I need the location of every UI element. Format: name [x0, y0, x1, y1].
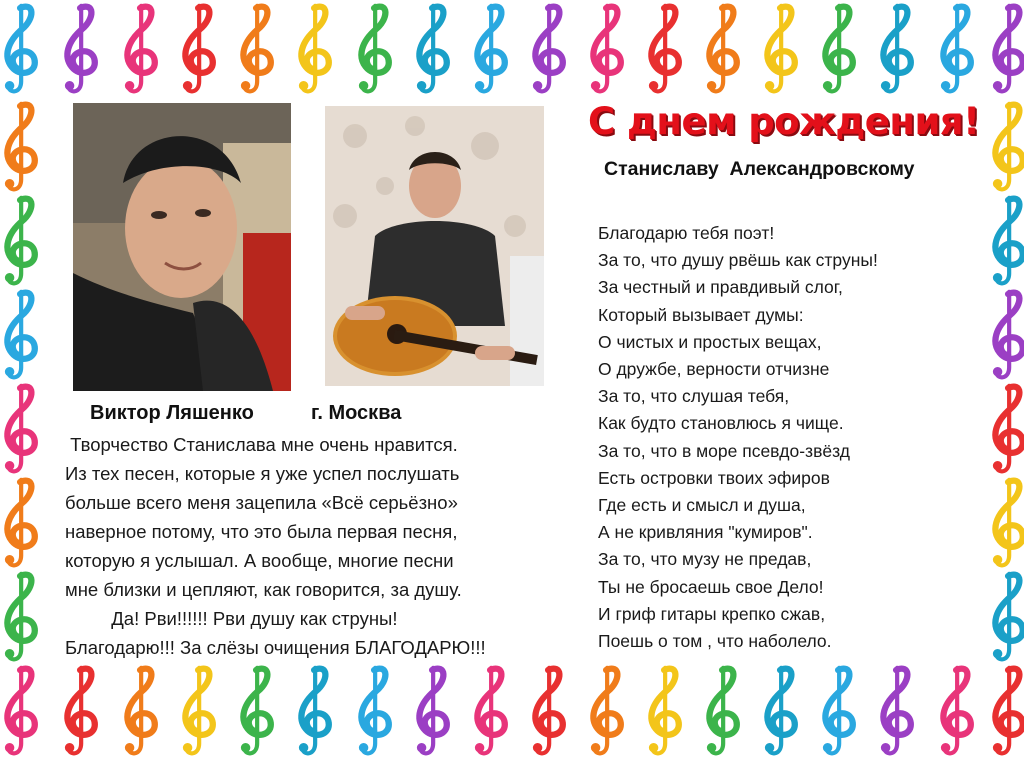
poem-line: Где есть и смысл и душа, [598, 495, 806, 516]
review-line: Из тех песен, которые я уже успел послушать [65, 463, 460, 484]
poem-line: Как будто становлюсь я чище. [598, 413, 844, 434]
review-line: больше всего меня зацепила «Всё серьёзно» [65, 492, 458, 513]
review-line: Творчество Станислава мне очень нравится. [65, 434, 458, 455]
treble-clef-icon [5, 480, 35, 565]
treble-clef-icon [183, 668, 213, 753]
treble-clef-icon [65, 6, 95, 91]
treble-clef-icon [241, 668, 271, 753]
treble-clef-icon [5, 198, 35, 283]
treble-clef-icon [125, 6, 155, 91]
treble-clef-icon [5, 6, 35, 91]
treble-clef-icon [183, 6, 213, 91]
treble-clef-icon [359, 668, 389, 753]
treble-clef-icon [993, 386, 1023, 471]
treble-clef-icon [993, 574, 1023, 659]
poem-line: За то, что слушая тебя, [598, 386, 790, 407]
treble-clef-icon [5, 104, 35, 189]
poem-line: А не кривляния "кумиров". [598, 522, 813, 543]
review-line: Да! Рви!!!!!! Рви душу как струны! [65, 608, 398, 629]
page-title: С днем рождения! [588, 100, 980, 143]
treble-clef-icon [359, 6, 389, 91]
dedication: Станиславу Александровскому [604, 158, 915, 180]
treble-clef-icon [5, 292, 35, 377]
poem-line: Который вызывает думы: [598, 304, 804, 325]
poem-line: Есть островки твоих эфиров [598, 467, 830, 488]
treble-clef-icon [707, 668, 737, 753]
poem-line: И гриф гитары крепко сжав, [598, 603, 826, 624]
review-line: наверное потому, что это была первая песня, [65, 521, 458, 542]
treble-clef-icon [649, 668, 679, 753]
treble-clef-icon [993, 292, 1023, 377]
review-line: Благодарю!!! За слёзы очищения БЛАГОДАРЮ!!! [65, 637, 486, 658]
poem [598, 220, 878, 655]
treble-clef-icon [993, 6, 1023, 91]
author-portrait-photo [73, 103, 291, 391]
treble-clef-icon [993, 198, 1023, 283]
poem-line: О дружбе, верности отчизне [598, 359, 830, 380]
poem-line: За то, что в море псевдо-звёзд [598, 440, 850, 461]
poem-line: За то, что музу не предав, [598, 549, 812, 570]
treble-clef-icon [533, 6, 563, 91]
treble-clef-icon [5, 668, 35, 753]
treble-clef-icon [993, 104, 1023, 189]
treble-clef-icon [823, 668, 853, 753]
treble-clef-icon [765, 6, 795, 91]
treble-clef-icon [765, 668, 795, 753]
review-text [65, 430, 486, 662]
treble-clef-icon [417, 668, 447, 753]
poem-line: За честный и правдивый слог, [598, 277, 843, 298]
poem-line: За то, что душу рвёшь как струны! [598, 250, 878, 271]
poem-line: Ты не бросаешь свое Дело! [598, 576, 824, 597]
treble-clef-icon [299, 668, 329, 753]
treble-clef-icon [533, 668, 563, 753]
treble-clef-icon [65, 668, 95, 753]
treble-clef-icon [475, 668, 505, 753]
review-line: мне близки и цепляют, как говорится, за душу. [65, 579, 462, 600]
author-name: Виктор Ляшенко [90, 402, 254, 424]
treble-clef-icon [993, 480, 1023, 565]
treble-clef-icon [881, 668, 911, 753]
poem-line: Поешь о том , что наболело. [598, 631, 832, 652]
author-city: г. Москва [311, 402, 402, 424]
treble-clef-icon [941, 668, 971, 753]
treble-clef-icon [475, 6, 505, 91]
treble-clef-icon [649, 6, 679, 91]
treble-clef-icon [5, 386, 35, 471]
treble-clef-icon [299, 6, 329, 91]
treble-clef-icon [823, 6, 853, 91]
poem-line: О чистых и простых вещах, [598, 331, 822, 352]
treble-clef-icon [241, 6, 271, 91]
treble-clef-icon [707, 6, 737, 91]
poem-line: Благодарю тебя поэт! [598, 223, 775, 243]
treble-clef-icon [417, 6, 447, 91]
review-line: которую я услышал. А вообще, многие песни [65, 550, 454, 571]
treble-clef-icon [5, 574, 35, 659]
treble-clef-icon [993, 668, 1023, 753]
guitarist-photo [325, 106, 544, 386]
treble-clef-icon [941, 6, 971, 91]
treble-clef-icon [881, 6, 911, 91]
treble-clef-icon [591, 668, 621, 753]
treble-clef-icon [125, 668, 155, 753]
treble-clef-icon [591, 6, 621, 91]
